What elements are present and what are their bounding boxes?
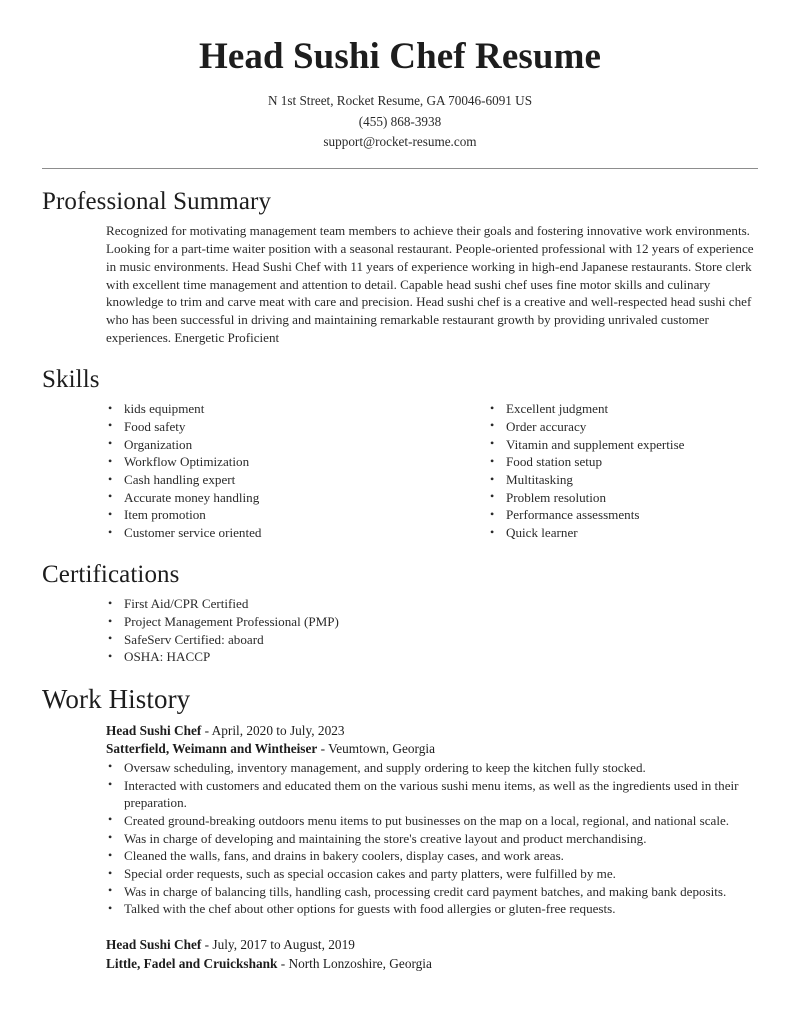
- job-location: - Veumtown, Georgia: [317, 741, 435, 757]
- list-item: • SafeServ Certified: aboard: [106, 631, 758, 649]
- job-bullets-list: [106, 759, 758, 918]
- section-heading-certifications: Certifications: [42, 560, 180, 588]
- skills-list-left: [106, 400, 432, 542]
- list-item: • Oversaw scheduling, inventory management, and supply ordering to keep the kitchen fully stocked.: [106, 759, 758, 777]
- list-item: • Talked with the chef about other options for guests with food allergies or gluten-free requests.: [106, 900, 758, 918]
- list-item: • Was in charge of balancing tills, handling cash, processing credit card payment batches, and making bank deposits.: [106, 883, 758, 901]
- list-item: • Multitasking: [488, 471, 758, 489]
- list-item: • Customer service oriented: [106, 524, 432, 542]
- list-item: • Order accuracy: [488, 418, 758, 436]
- header-divider: [42, 168, 758, 169]
- list-item: • Was in charge of developing and maintaining the store's creative layout and product merchandising.: [106, 830, 758, 848]
- job-company-line: [106, 740, 758, 758]
- job-location: - North Lonzoshire, Georgia: [277, 955, 432, 971]
- list-item: • Workflow Optimization: [106, 453, 432, 471]
- page-title: Head Sushi Chef Resume: [198, 36, 602, 77]
- skills-columns: [42, 400, 758, 542]
- section-certifications: [42, 560, 758, 666]
- section-work-history: [42, 684, 758, 973]
- contact-email: support@rocket-resume.com: [323, 134, 477, 150]
- section-professional-summary: [42, 187, 758, 347]
- certifications-list: [106, 595, 758, 666]
- job-company: Satterfield, Weimann and Wintheiser: [106, 741, 318, 757]
- list-item: • Created ground-breaking outdoors menu items to put businesses on the map on a local, regional, and national scale.: [106, 812, 758, 830]
- list-item: • Cleaned the walls, fans, and drains in bakery coolers, display cases, and work areas.: [106, 847, 758, 865]
- skills-column-right: [432, 400, 758, 542]
- skills-list-right: [488, 400, 758, 542]
- list-item: • Food safety: [106, 418, 432, 436]
- job-dates: - April, 2020 to July, 2023: [201, 723, 345, 738]
- job-title: Head Sushi Chef: [106, 723, 202, 738]
- contact-phone: (455) 868-3938: [358, 113, 442, 129]
- list-item: • OSHA: HACCP: [106, 648, 758, 666]
- list-item: • Excellent judgment: [488, 400, 758, 418]
- list-item: • kids equipment: [106, 400, 432, 418]
- summary-body: [42, 222, 758, 347]
- skills-column-left: [106, 400, 432, 542]
- list-item: • Problem resolution: [488, 489, 758, 507]
- job-dates: - July, 2017 to August, 2019: [201, 937, 355, 953]
- list-item: • Project Management Professional (PMP): [106, 613, 758, 631]
- job-company-line: [106, 955, 758, 973]
- list-item: • Organization: [106, 436, 432, 454]
- list-item: • Cash handling expert: [106, 471, 432, 489]
- section-skills: [42, 365, 758, 542]
- contact-address: N 1st Street, Rocket Resume, GA 70046-6091 US: [267, 93, 533, 109]
- work-history-entry: [42, 722, 758, 918]
- contact-block: [42, 91, 758, 153]
- job-company: Little, Fadel and Cruickshank: [106, 955, 278, 971]
- list-item: • First Aid/CPR Certified: [106, 595, 758, 613]
- section-heading-work-history: Work History: [42, 684, 191, 715]
- list-item: • Vitamin and supplement expertise: [488, 436, 758, 454]
- list-item: • Performance assessments: [488, 506, 758, 524]
- list-item: • Food station setup: [488, 453, 758, 471]
- job-title: Head Sushi Chef: [106, 937, 202, 953]
- job-title-line: [106, 936, 758, 954]
- certifications-body: [42, 595, 758, 666]
- summary-text: Recognized for motivating management team members to achieve their goals and fostering innovative work environments. Looking for a part-time waiter position with a seasonal restaurant. People-oriented professional with 12 years of experience in music environments. Head Sushi Chef with 11 years of experience working in high-end Japanese restaurants. Store clerk with excellent time management and attention to detail. Capable head sushi chef uses fine motor skills and culinary knowledge to trim and carve meat with care and precision. Head sushi chef is a creative and well-respected head sushi chef who has been successful in driving and maintaining remarkable restaurant growth by providing unrivaled customer experiences. Energetic Proficient: [106, 223, 754, 345]
- list-item: • Quick learner: [488, 524, 758, 542]
- list-item: • Accurate money handling: [106, 489, 432, 507]
- list-item: • Special order requests, such as special occasion cakes and party platters, were fulfilled by me.: [106, 865, 758, 883]
- section-heading-summary: Professional Summary: [42, 187, 272, 215]
- list-item: • Item promotion: [106, 506, 432, 524]
- section-heading-skills: Skills: [42, 365, 100, 393]
- list-item: • Interacted with customers and educated them on the various sushi menu items, as well as the ingredients used in their preparation.: [106, 777, 758, 812]
- job-title-line: [106, 722, 758, 740]
- work-history-entry: [42, 936, 758, 973]
